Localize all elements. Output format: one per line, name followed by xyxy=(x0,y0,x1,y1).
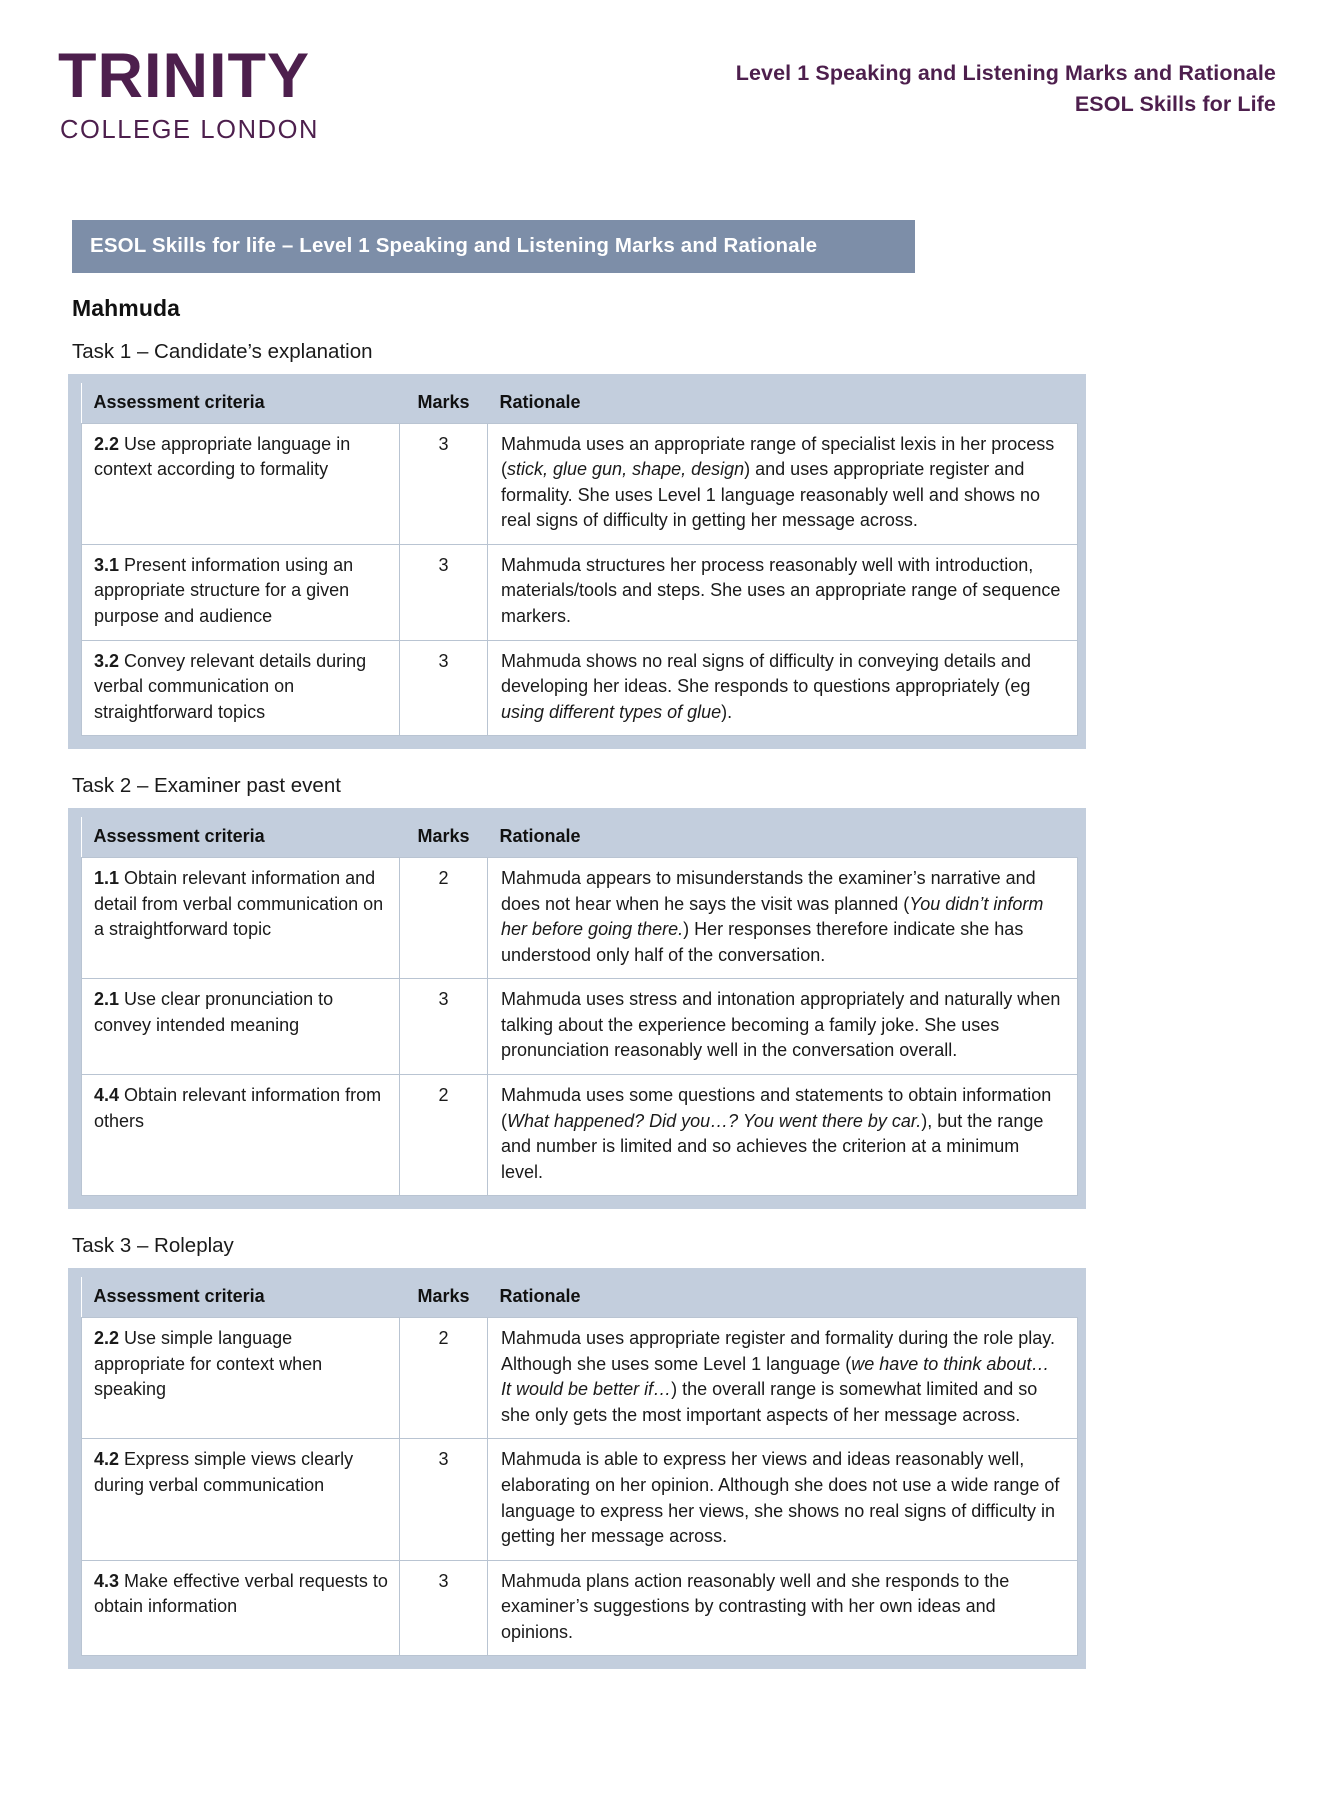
criteria-text: Use appropriate language in context according to formality xyxy=(94,433,351,480)
logo-subtitle: COLLEGE LONDON xyxy=(60,115,320,144)
table-header-row xyxy=(82,383,1078,424)
column-header-criteria: Assessment criteria xyxy=(82,1277,400,1318)
table-row xyxy=(82,1560,1078,1656)
tasks-root xyxy=(0,340,1328,1670)
column-header-criteria: Assessment criteria xyxy=(82,817,400,858)
criteria-cell xyxy=(82,640,400,736)
column-header-marks: Marks xyxy=(400,1277,488,1318)
task-title: Task 2 – Examiner past event xyxy=(72,774,341,798)
task-table-frame xyxy=(68,808,1086,1209)
banner-container xyxy=(0,220,1328,273)
rationale-cell: Mahmuda structures her process reasonably well with introduction, materials/tools and steps. She uses an appropriate range of sequence markers. xyxy=(488,544,1078,640)
criteria-cell xyxy=(82,1439,400,1560)
criteria-code: 2.2 xyxy=(94,433,120,454)
rationale-cell: Mahmuda shows no real signs of difficulty in conveying details and developing her ideas. She responds to questions appropriately (eg using different types of glue). xyxy=(488,640,1078,736)
criteria-code: 2.1 xyxy=(94,989,120,1010)
criteria-code: 3.1 xyxy=(94,554,120,575)
criteria-code: 4.4 xyxy=(94,1085,120,1106)
task-title: Task 1 – Candidate’s explanation xyxy=(72,339,373,363)
column-header-criteria: Assessment criteria xyxy=(82,383,400,424)
criteria-cell xyxy=(82,1075,400,1196)
column-header-marks: Marks xyxy=(400,817,488,858)
section-banner: ESOL Skills for life – Level 1 Speaking and Listening Marks and Rationale xyxy=(72,220,915,273)
marks-table xyxy=(81,383,1078,736)
trinity-college-london-logo xyxy=(58,42,398,145)
column-header-marks: Marks xyxy=(400,383,488,424)
criteria-cell xyxy=(82,423,400,544)
candidate-name: Mahmuda xyxy=(72,294,181,321)
rationale-cell: Mahmuda uses an appropriate range of specialist lexis in her process (stick, glue gun, shape, design) and uses appropriate register and formality. She uses Level 1 language reasonably well and shows no real signs of difficulty in getting her message across. xyxy=(488,423,1078,544)
criteria-code: 4.3 xyxy=(94,1570,120,1591)
task-title: Task 3 – Roleplay xyxy=(72,1234,234,1258)
marks-cell: 3 xyxy=(400,1560,488,1656)
header-title-line-2: ESOL Skills for Life xyxy=(1074,91,1276,116)
header-title-line-1: Level 1 Speaking and Listening Marks and Rationale xyxy=(735,61,1276,85)
criteria-cell xyxy=(82,979,400,1075)
document-header-title xyxy=(736,42,1276,119)
criteria-code: 3.2 xyxy=(94,650,120,671)
criteria-text: Express simple views clearly during verbal communication xyxy=(94,1449,354,1495)
criteria-text: Use clear pronunciation to convey intended meaning xyxy=(94,989,334,1035)
marks-cell: 3 xyxy=(400,979,488,1075)
criteria-cell xyxy=(82,858,400,979)
table-row xyxy=(82,640,1078,736)
column-header-rationale: Rationale xyxy=(488,1277,1078,1318)
marks-cell: 3 xyxy=(400,544,488,640)
criteria-cell xyxy=(82,1318,400,1439)
criteria-text: Obtain relevant information and detail from verbal communication on a straightforward topic xyxy=(94,868,384,940)
rationale-cell: Mahmuda plans action reasonably well and she responds to the examiner’s suggestions by contrasting with her own ideas and opinions. xyxy=(488,1560,1078,1656)
column-header-rationale: Rationale xyxy=(488,383,1078,424)
rationale-cell: Mahmuda uses appropriate register and formality during the role play. Although she uses some Level 1 language (we have to think about… It would be better if…) the overall range is somewhat limited and so she only gets the most important aspects of her message across. xyxy=(488,1318,1078,1439)
marks-cell: 2 xyxy=(400,858,488,979)
marks-cell: 3 xyxy=(400,640,488,736)
marks-cell: 2 xyxy=(400,1075,488,1196)
rationale-cell: Mahmuda appears to misunderstands the examiner’s narrative and does not hear when he says the visit was planned (You didn’t inform her before going there.) Her responses therefore indicate she has understood only half of the conversation. xyxy=(488,858,1078,979)
table-header-row xyxy=(82,817,1078,858)
table-row xyxy=(82,423,1078,544)
marks-table xyxy=(81,1277,1078,1656)
table-row xyxy=(82,979,1078,1075)
criteria-code: 1.1 xyxy=(94,868,120,889)
rationale-cell: Mahmuda is able to express her views and ideas reasonably well, elaborating on her opinion. Although she does not use a wide range of language to express her views, she shows no real signs of difficulty in getting her message across. xyxy=(488,1439,1078,1560)
marks-cell: 3 xyxy=(400,423,488,544)
criteria-text: Convey relevant details during verbal communication on straightforward topics xyxy=(94,650,367,722)
marks-cell: 2 xyxy=(400,1318,488,1439)
task-table-frame xyxy=(68,1268,1086,1669)
table-row xyxy=(82,544,1078,640)
table-row xyxy=(82,1075,1078,1196)
marks-table xyxy=(81,817,1078,1196)
criteria-cell xyxy=(82,544,400,640)
criteria-text: Obtain relevant information from others xyxy=(94,1085,382,1131)
marks-cell: 3 xyxy=(400,1439,488,1560)
page-header xyxy=(0,0,1328,145)
table-header-row xyxy=(82,1277,1078,1318)
table-row xyxy=(82,858,1078,979)
criteria-code: 2.2 xyxy=(94,1328,120,1349)
criteria-text: Use simple language appropriate for context when speaking xyxy=(94,1328,323,1400)
criteria-cell xyxy=(82,1560,400,1656)
criteria-text: Make effective verbal requests to obtain information xyxy=(94,1570,388,1617)
column-header-rationale: Rationale xyxy=(488,817,1078,858)
task-table-frame xyxy=(68,374,1086,749)
logo-wordmark: TRINITY xyxy=(58,41,310,111)
table-row xyxy=(82,1439,1078,1560)
criteria-code: 4.2 xyxy=(94,1449,120,1470)
rationale-cell: Mahmuda uses stress and intonation appropriately and naturally when talking about the experience becoming a family joke. She uses pronunciation reasonably well in the conversation overall. xyxy=(488,979,1078,1075)
rationale-cell: Mahmuda uses some questions and statements to obtain information (What happened? Did you…? You went there by car.), but the range and number is limited and so achieves the criterion at a minimum level. xyxy=(488,1075,1078,1196)
criteria-text: Present information using an appropriate structure for a given purpose and audience xyxy=(94,554,354,627)
table-row xyxy=(82,1318,1078,1439)
